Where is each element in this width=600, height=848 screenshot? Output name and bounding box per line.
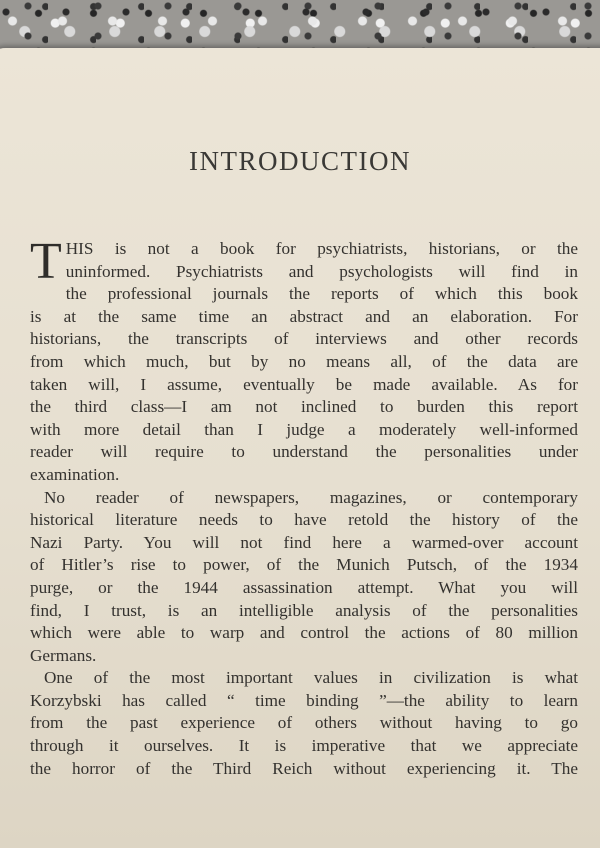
text-line: HIS is not a book for psychiatrists, historians, or the [65,239,578,258]
text-line: the professional journals the reports of which this book [65,284,578,304]
text-line: the horror of the Third Reich without experiencing it. The [30,758,578,778]
text-line: Germans. [30,645,97,665]
text-line: One of the most important values in civilization is what [44,668,578,688]
text-line: Nazi Party. You will not find here a warmed-over account [30,532,578,552]
body-text [30,233,578,780]
paragraph-2 [30,487,578,668]
text-line: from which much, but by no means all, of the data are [30,351,578,371]
paragraph-3 [30,667,578,780]
text-line: No reader of newspapers, magazines, or contemporary [44,487,578,507]
text-line: historical literature needs to have retold the history of the [30,510,578,530]
text-line: through it ourselves. It is imperative that we appreciate [30,736,578,756]
text-line: which were able to warp and control the actions of 80 million [30,623,578,643]
chapter-heading: INTRODUCTION [189,146,411,176]
text-line: reader will require to understand the personalities under [30,442,578,462]
text-line: from the past experience of others without having to go [30,713,578,733]
text-line: is at the same time an abstract and an elaboration. For [30,306,578,326]
paragraph-1 [30,233,578,487]
text-line: the third class—I am not inclined to burden this report [30,397,578,417]
text-line: historians, the transcripts of interviews and other records [30,329,578,349]
text-line: of Hitler’s rise to power, of the Munich Putsch, of the 1934 [30,555,578,575]
text-line: with more detail than I judge a moderately well-informed [30,419,578,439]
text-line: uninformed. Psychiatrists and psychologists will find in [65,261,578,281]
text-line: examination. [30,464,120,484]
text-line: taken will, I assume, eventually be made available. As for [30,374,578,394]
text-line: Korzybski has called “ time binding ”—the ability to learn [30,690,578,710]
drop-cap: T [30,233,62,290]
text-line: purge, or the 1944 assassination attempt. What you will [30,577,578,597]
text-line: find, I trust, is an intelligible analysis of the personalities [30,600,578,620]
